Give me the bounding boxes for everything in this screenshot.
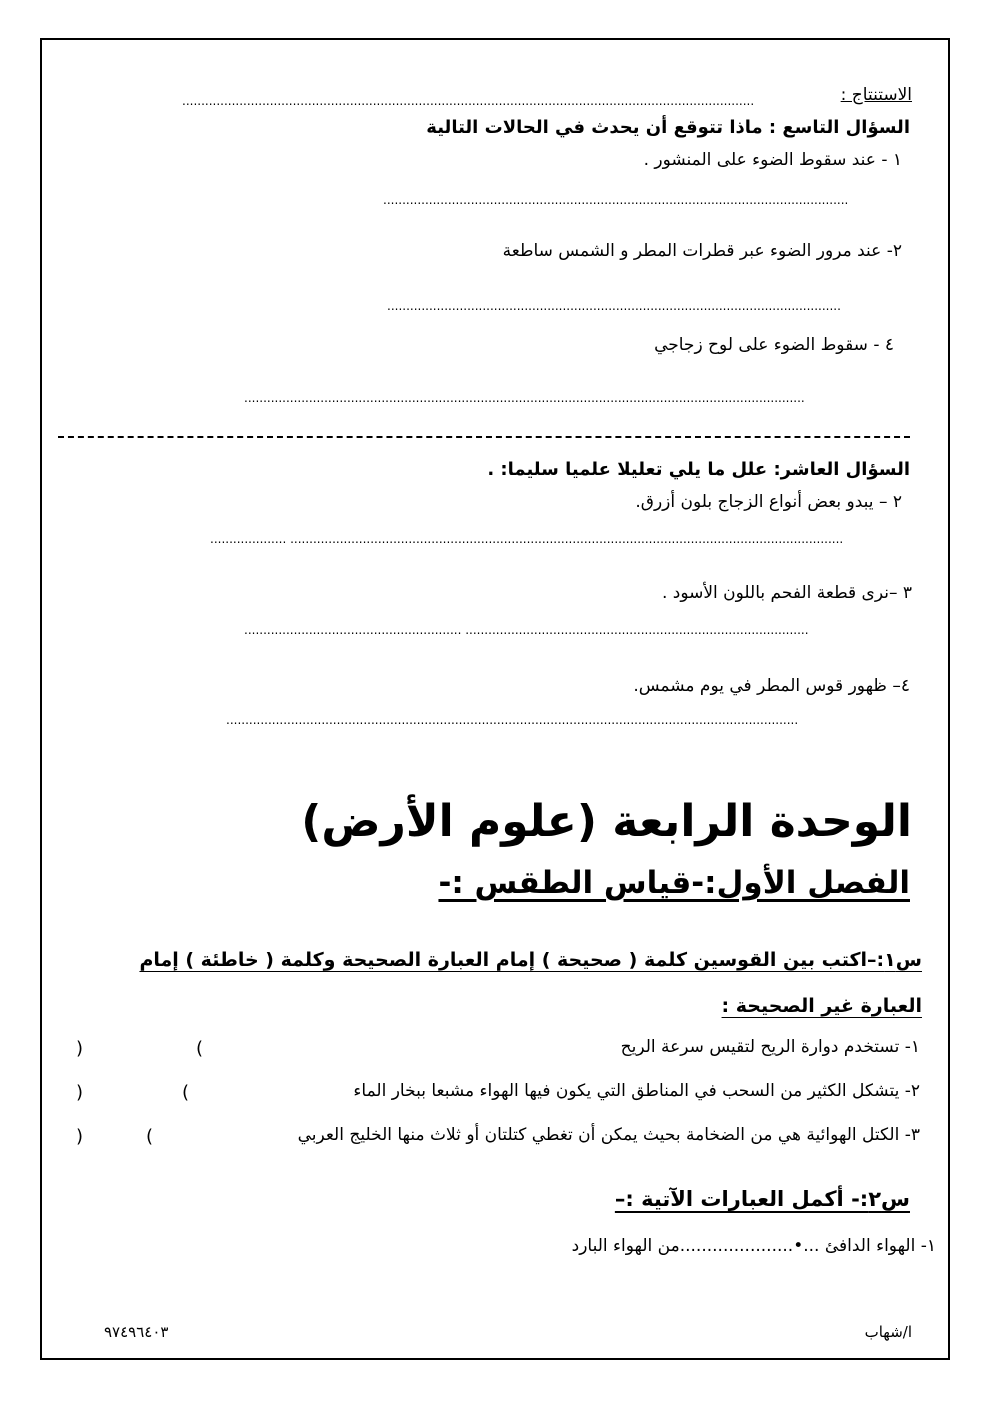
answer-paren-open-3: (: [146, 1126, 154, 1147]
chapter-title: الفصل الأول:-قياس الطقس :-: [438, 865, 910, 901]
answer-paren-close-3: ): [76, 1126, 84, 1147]
q9-item-2: ٢- عند مرور الضوء عبر قطرات المطر و الشمس ساطعة: [502, 241, 902, 261]
s1-item-2: ٢- يتشكل الكثير من السحب في المناطق التي يكون فيها الهواء مشبعا ببخار الماء: [353, 1081, 920, 1101]
q9-item-1: ١ - عند سقوط الضوء على المنشور .: [643, 150, 902, 170]
q9-title: السؤال التاسع : ماذا تتوقع أن يحدث في الحالات التالية: [426, 117, 910, 138]
q10-item-2: ٢ – يبدو بعض أنواع الزجاج بلون أزرق.: [635, 492, 902, 512]
q10-item-4: ٤– ظهور قوس المطر في يوم مشمس.: [633, 676, 910, 696]
s1-item-1: ١- تستخدم دوارة الريح لتقيس سرعة الريح: [620, 1037, 920, 1057]
conclusion-label: الاستنتاج :: [840, 85, 912, 105]
answer-line-q10-4: ......................................................................................................................................................: [226, 714, 799, 726]
answer-paren-close-2: ): [76, 1082, 84, 1103]
answer-line-q10-3: ......................................................... ..........................................................................................: [244, 624, 809, 636]
q10-title: السؤال العاشر: علل ما يلي تعليلا علميا سليما: .: [487, 459, 910, 480]
s1-title-line2: العبارة غير الصحيحة :: [721, 995, 922, 1017]
s1-item-3: ٣- الكتل الهوائية هي من الضخامة بحيث يمكن أن تغطي كتلتان أو ثلاث منها الخليج العربي: [297, 1125, 920, 1145]
answer-line-q10-2: .................... .................................................................................................................................................: [210, 533, 844, 545]
s2-item-1: ١- الهواء الدافئ ...•.....................من الهواء البارد: [571, 1236, 936, 1256]
section-divider: [58, 436, 910, 438]
answer-paren-open-1: (: [196, 1038, 204, 1059]
s2-title: س٢:- أكمل العبارات الآتية :–: [614, 1187, 910, 1211]
unit-title: الوحدة الرابعة (علوم الأرض): [301, 796, 912, 847]
answer-line-q9-3: ...................................................................................................................................................: [244, 392, 805, 404]
footer-author: ا/شهاب: [864, 1323, 912, 1341]
page-frame: [40, 38, 950, 1360]
answer-line-conclusion: ......................................................................................................................................................: [182, 95, 755, 107]
answer-line-q9-2: .......................................................................................................................: [387, 300, 841, 312]
q10-item-3: ٣ –نرى قطعة الفحم باللون الأسود .: [661, 583, 912, 603]
q9-item-3: ٤ - سقوط الضوء على لوح زجاجي: [654, 335, 894, 355]
answer-paren-close-1: ): [76, 1038, 84, 1059]
s1-title-line1: س١:–اكتب بين القوسين كلمة ( صحيحة ) إمام العبارة الصحيحة وكلمة ( خاطئة ) إمام: [139, 949, 922, 971]
answer-line-q9-1: ..........................................................................................................................: [383, 194, 849, 206]
footer-phone: ٩٧٤٩٦٤٠٣: [104, 1323, 169, 1341]
answer-paren-open-2: (: [182, 1082, 190, 1103]
